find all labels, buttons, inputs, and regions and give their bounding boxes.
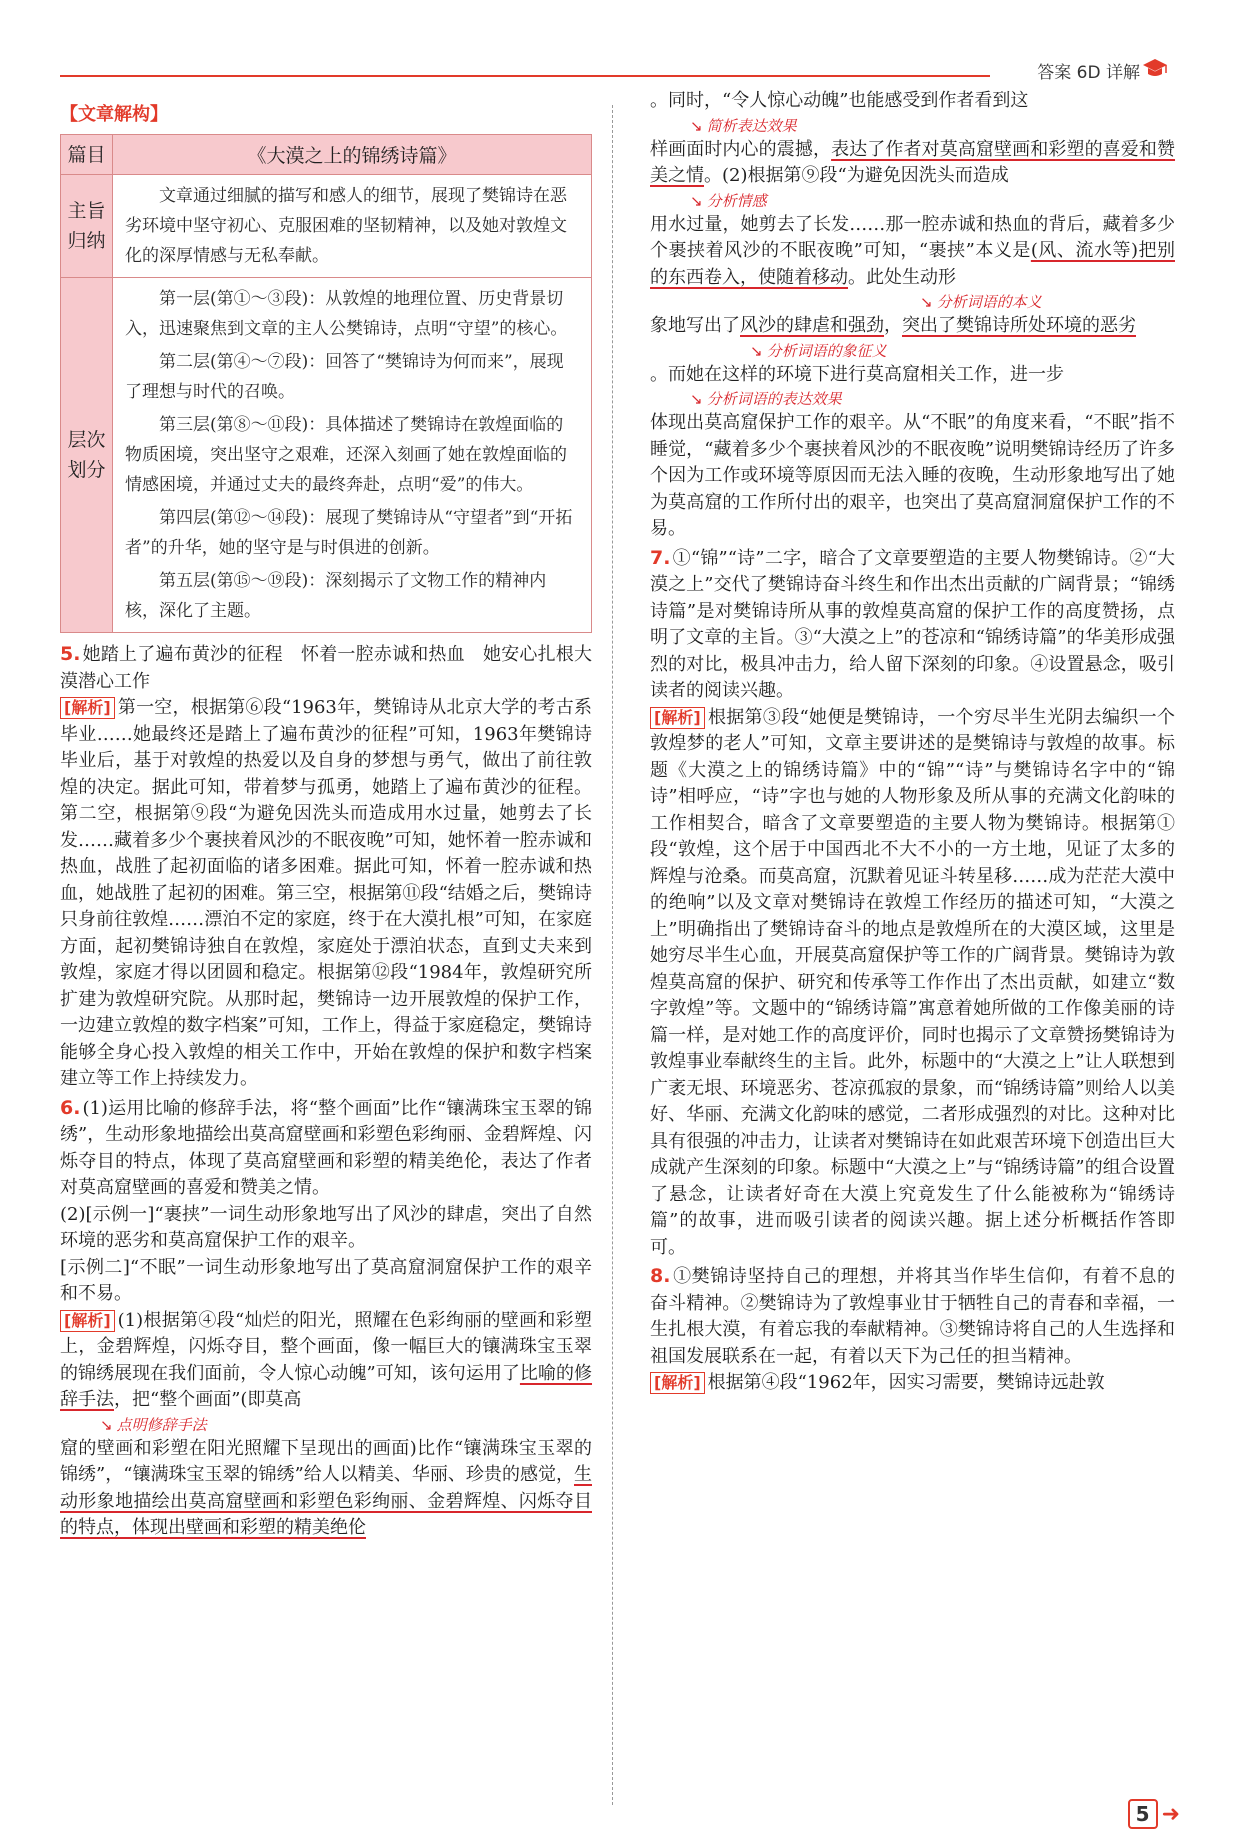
q5-analysis bbox=[60, 695, 592, 1093]
q5-answer-text: 她踏上了遍布黄沙的征程 怀着一腔赤诚和热血 她安心扎根大漠潜心工作 bbox=[60, 644, 592, 692]
layer-item: 第四层(第⑫～⑭段)：展现了樊锦诗从“守望者”到“开拓者”的升华，她的坚守是与时俱进的创新。 bbox=[125, 508, 573, 558]
q6-answer-3: [示例二]“不眠”一词生动形象地写出了莫高窟洞窟保护工作的艰辛和不易。 bbox=[60, 1256, 592, 1304]
q5-answer bbox=[60, 641, 592, 695]
q6-analysis-part-6 bbox=[650, 313, 1175, 340]
q8-analysis bbox=[650, 1370, 1175, 1397]
q6-analysis-f: 。(2)根据第⑨段“为避免因洗头而造成 bbox=[704, 165, 1009, 186]
question-6 bbox=[60, 1095, 592, 1542]
q6-answer-2: (2)[示例一]“裹挟”一词生动形象地写出了风沙的肆虐，突出了自然环境的恶劣和莫高窟保护工作的艰辛。 bbox=[60, 1203, 592, 1251]
q6-analysis-part-8 bbox=[650, 410, 1175, 543]
q7-answer-text: ①“锦”“诗”二字，暗合了文章要塑造的主要人物樊锦诗。②“大漠之上”交代了樊锦诗奋斗终生和作出杰出贡献的广阔背景；“锦绣诗篇”是对樊锦诗所从事的敦煌莫高窟的保护工作的高度赞扬，点明了文章的主旨。③“大漠之上”的苍凉和“锦绣诗篇”的华美形成强烈的对比，极具冲击力，给人留下深刻的印象。④设置悬念，吸引读者的阅读兴趣。 bbox=[650, 547, 1175, 701]
q6-highlight-symbol: 风沙的肆虐和强劲 bbox=[740, 315, 884, 336]
q6-analysis-part-1 bbox=[60, 1308, 592, 1414]
q7-analysis bbox=[650, 705, 1175, 1262]
layer-item: 第二层(第④～⑦段)：回答了“樊锦诗为何而来”，展现了理想与时代的召唤。 bbox=[125, 352, 564, 402]
header-rule bbox=[60, 75, 990, 77]
layer-item: 第一层(第①～③段)：从敦煌的地理位置、历史背景切入，迅速聚焦到文章的主人公樊锦诗，点明“守望”的核心。 bbox=[125, 289, 568, 339]
layer-item: 第三层(第⑧～⑪段)：具体描述了樊锦诗在敦煌面临的物质困境，突出坚守之艰难，还深入刻画了她在敦煌面临的情感困境，并通过丈夫的最终奔赴，点明“爱”的伟大。 bbox=[125, 415, 567, 495]
page-number bbox=[1128, 1799, 1180, 1829]
q6-highlight-vivid: 生动形象地描绘出莫高窟壁画和彩塑色彩绚丽、金碧辉煌、闪烁夺目的特点，体现出壁画和彩塑的精美绝伦 bbox=[60, 1464, 592, 1538]
q7-number: 7. bbox=[650, 546, 671, 569]
q8-answer bbox=[650, 1263, 1175, 1370]
q5-number: 5. bbox=[60, 643, 81, 665]
q6-analysis-part-3 bbox=[650, 88, 1175, 115]
q6-analysis-e: 样画面时内心的震撼， bbox=[650, 138, 832, 160]
q8-answer-text: ①樊锦诗坚持自己的理想，并将其当作毕生信仰，有着不息的奋斗精神。②樊锦诗为了敦煌事业甘于牺牲自己的青春和幸福，一生扎根大漠，有着忘我的奉献精神。③樊锦诗将自己的人生选择和祖国发展联系在一起，有着以天下为己任的担当精神。 bbox=[650, 1266, 1175, 1367]
q6-highlight-environment: 突出了樊锦诗所处环境的恶劣 bbox=[902, 315, 1136, 336]
q6-analysis-g: 用水过量，她剪去了长发……那一腔赤诚和热血的背后，藏着多少个裹挟着风沙的不眠夜晚”可知，“裹挟”本义是 bbox=[650, 213, 1175, 261]
q6-analysis-l: 体现出莫高窟保护工作的艰辛。从“不眠”的角度来看，“不眠”指不睡觉，“藏着多少个裹挟着风沙的不眠夜晚”说明樊锦诗经历了许多个因为工作或环境等原因而无法入睡的夜晚，生动形象地写出了她为莫高窟的工作所付出的艰辛，也突出了莫高窟洞窟保护工作的不易。 bbox=[650, 412, 1175, 539]
question-8 bbox=[650, 1263, 1175, 1397]
note-metaphor: ↘ 点明修辞手法 bbox=[60, 1414, 592, 1436]
structure-section-title: 【文章解构】 bbox=[60, 104, 168, 125]
layer-item: 第五层(第⑮～⑲段)：深刻揭示了文物工作的精神内核，深化了主题。 bbox=[125, 571, 547, 621]
q6-answer-1 bbox=[60, 1095, 592, 1202]
structure-table bbox=[60, 134, 592, 633]
page-arrow-icon: ➜ bbox=[1161, 1801, 1180, 1827]
q8-analysis-text: 根据第④段“1962年，因实习需要，樊锦诗远赴敦 bbox=[707, 1372, 1105, 1393]
theme-cell bbox=[113, 175, 592, 278]
layers-label: 层次划分 bbox=[61, 278, 113, 633]
q6-analysis-c: 窟的壁画和彩塑在阳光照耀下呈现出的画面)比作“镶满珠宝玉翠的锦绣”，“镶满珠宝玉翠的锦绣”给人以精美、华丽、珍贵的感觉， bbox=[60, 1437, 592, 1485]
note-symbol: ↘ 分析词语的象征义 bbox=[650, 340, 1175, 362]
page-number-box: 5 bbox=[1128, 1799, 1158, 1829]
q6-highlight-emotion: 表达了作者对莫高窟壁画和彩塑的喜爱和赞美之情 bbox=[650, 138, 1176, 186]
q7-analysis-tag: [解析] bbox=[650, 707, 705, 729]
theme-text: 文章通过细腻的描写和感人的细节，展现了樊锦诗在恶劣环境中坚守初心、克服困难的坚韧精神，以及她对敦煌文化的深厚情感与无私奉献。 bbox=[125, 186, 567, 266]
question-5 bbox=[60, 641, 592, 1093]
q8-analysis-tag: [解析] bbox=[650, 1372, 705, 1394]
column-divider bbox=[612, 105, 613, 1805]
header-brand: 答案 6D 详解 bbox=[1037, 63, 1140, 83]
title-row-label: 篇目 bbox=[61, 135, 113, 175]
q6-analysis-j: ， bbox=[884, 315, 902, 336]
q6-analysis-part-2 bbox=[60, 1436, 592, 1542]
q6-analysis-a: (1)根据第④段“灿烂的阳光，照耀在色彩绚丽的壁画和彩塑上，金碧辉煌，闪烁夺目，整个画面，像一幅巨大的镶满珠宝玉翠的锦绣展现在我们面前，令人惊心动魄”可知，该句运用了 bbox=[60, 1309, 592, 1384]
q8-number: 8. bbox=[650, 1265, 671, 1287]
q6-analysis-i: 象地写出了 bbox=[650, 315, 740, 336]
q6-analysis-tag: [解析] bbox=[60, 1310, 115, 1332]
note-meaning: ↘ 分析词语的本义 bbox=[650, 291, 1175, 313]
q6-analysis-part-4 bbox=[650, 137, 1175, 190]
q6-analysis-d: 。同时，“令人惊心动魄”也能感受到作者看到这 bbox=[650, 90, 1029, 111]
q6-analysis-b: ，把“整个画面”(即莫高 bbox=[114, 1389, 302, 1410]
q6-highlight-meaning: (风、流水等)把别的东西卷入，使随着移动 bbox=[650, 240, 1175, 288]
left-column bbox=[60, 100, 592, 1542]
question-6-continued bbox=[650, 88, 1175, 543]
q6-highlight-metaphor: 比喻的修辞手法 bbox=[60, 1362, 593, 1410]
q7-answer bbox=[650, 545, 1175, 705]
right-column bbox=[650, 88, 1175, 1397]
q6-answer-1-text: (1)运用比喻的修辞手法，将“整个画面”比作“镶满珠宝玉翠的锦绣”，生动形象地描绘出莫高窟壁画和彩塑色彩绚丽、金碧辉煌、闪烁夺目的特点，体现了莫高窟壁画和彩塑的精美绝伦，表达了作者对莫高窟壁画的喜爱和赞美之情。 bbox=[60, 1097, 592, 1198]
question-7 bbox=[650, 545, 1175, 1262]
q6-analysis-k: 。而她在这样的环境下进行莫高窟相关工作，进一步 bbox=[650, 363, 1064, 385]
q6-analysis-h: 。此处生动形 bbox=[848, 266, 956, 288]
article-title: 《大漠之上的锦绣诗篇》 bbox=[113, 135, 592, 175]
q5-analysis-tag: [解析] bbox=[60, 697, 115, 719]
graduation-cap-icon bbox=[1142, 56, 1168, 80]
note-express: ↘ 分析词语的表达效果 bbox=[650, 388, 1175, 410]
q5-analysis-text: 第一空，根据第⑥段“1963年，樊锦诗从北京大学的考古系毕业……她最终还是踏上了遍布黄沙的征程”可知，1963年樊锦诗毕业后，基于对敦煌的热爱以及自身的梦想与勇气，做出了前往敦煌的决定。据此可知，带着梦与孤勇，她踏上了遍布黄沙的征程。第二空，根据第⑨段“为避免因洗头而造成用水过量，她剪去了长发……藏着多少个裹挟着风沙的不眠夜晚”可知，她怀着一腔赤诚和热血，战胜了起初面临的诸多困难。据此可知，怀着一腔赤诚和热血，她战胜了起初的困难。第三空，根据第⑪段“结婚之后，樊锦诗只身前往敦煌……漂泊不定的家庭，终于在大漠扎根”可知，在家庭方面，起初樊锦诗独自在敦煌，家庭处于漂泊状态，直到丈夫来到敦煌，家庭才得以团圆和稳定。根据第⑫段“1984年，敦煌研究所扩建为敦煌研究院。从那时起，樊锦诗一边开展敦煌的保护工作，一边建立敦煌的数字档案”可知，工作上，得益于家庭稳定，樊锦诗能够全身心投入敦煌的相关工作中，开始在敦煌的保护和数字档案建立等工作上持续发力。 bbox=[60, 697, 592, 1089]
q6-number: 6. bbox=[60, 1096, 81, 1119]
note-effect: ↘ 简析表达效果 bbox=[650, 115, 1175, 137]
theme-label: 主旨归纳 bbox=[61, 175, 113, 278]
q7-analysis-text: 根据第③段“她便是樊锦诗，一个穷尽半生光阴去编织一个敦煌梦的老人”可知，文章主要讲述的是樊锦诗与敦煌的故事。标题《大漠之上的锦绣诗篇》中的“锦”“诗”与樊锦诗名字中的“锦诗”相呼应，“诗”字也与她的人物形象及所从事的充满文化韵味的工作相契合，暗含了文章要塑造的主要人物为樊锦诗。根据第①段“敦煌，这个居于中国西北不大不小的一方土地，见证了太多的辉煌与沧桑。而莫高窟，沉默着见证斗转星移……成为茫茫大漠中的绝响”以及文章对樊锦诗在敦煌工作经历的描述可知，“大漠之上”明确指出了樊锦诗奋斗的地点是敦煌所在的大漠区域，这里是她穷尽半生心血，开展莫高窟保护等工作的广阔背景。樊锦诗为敦煌莫高窟的保护、研究和传承等工作作出了杰出贡献，如建立“数字敦煌”等。文题中的“锦绣诗篇”寓意着她所做的工作像美丽的诗篇一样，是对她工作的高度评价，同时也揭示了文章赞扬樊锦诗为敦煌事业奉献终生的主旨。此外，标题中的“大漠之上”让人联想到广袤无垠、环境恶劣、苍凉孤寂的景象，而“锦绣诗篇”则给人以美好、华丽、充满文化韵味的感觉，二者形成强烈的对比。这种对比具有很强的冲击力，让读者对樊锦诗在如此艰苦环境下创造出巨大成就产生深刻的印象。标题中“大漠之上”与“锦绣诗篇”的组合设置了悬念，让读者好奇在大漠上究竟发生了什么能被称为“锦绣诗篇”的故事，进而吸引读者的阅读兴趣。据上述分析概括作答即可。 bbox=[650, 706, 1175, 1258]
note-emotion: ↘ 分析情感 bbox=[650, 190, 1175, 212]
layers-cell bbox=[113, 278, 592, 633]
q6-analysis-part-5 bbox=[650, 212, 1175, 292]
q6-analysis-part-7 bbox=[650, 362, 1175, 389]
